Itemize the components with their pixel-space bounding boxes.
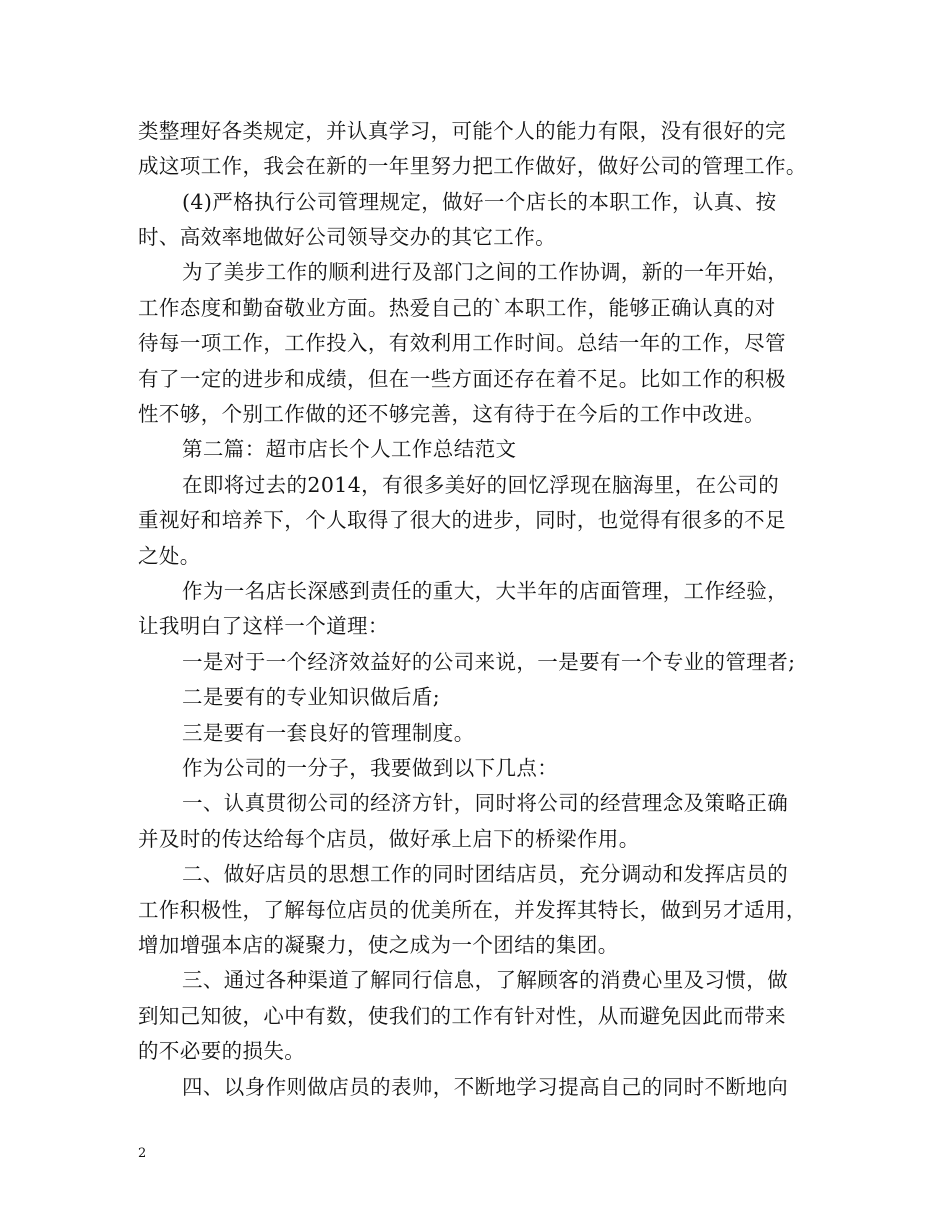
- text-line: 并及时的传达给每个店员，做好承上启下的桥梁作用。: [138, 827, 640, 851]
- text-line: 四、以身作则做店员的表帅，不断地学习提高自己的同时不断地向: [182, 1075, 789, 1099]
- text-line: 一是对于一个经济效益好的公司来说，一是要有一个专业的管理者;: [182, 650, 796, 674]
- text-line: 让我明白了这样一个道理：: [138, 614, 389, 638]
- text-line: 性不够，个别工作做的还不够完善，这有待于在今后的工作中改进。: [138, 402, 765, 426]
- text-line: 增加增强本店的凝聚力，使之成为一个团结的集团。: [138, 933, 619, 957]
- text-line: 的不必要的损失。: [138, 1039, 306, 1063]
- text-line: 作为一名店长深感到责任的重大，大半年的店面管理，工作经验，: [182, 579, 789, 603]
- section-heading: 第二篇：超市店长个人工作总结范文: [182, 437, 517, 461]
- text-line: 待每一项工作，工作投入，有效利用工作时间。总结一年的工作，尽管: [138, 331, 786, 355]
- text-line: 之处。: [138, 544, 201, 568]
- text-line: (4)严格执行公司管理规定，做好一个店长的本职工作，认真、按: [182, 190, 777, 214]
- text-line: 一、认真贯彻公司的经济方针，同时将公司的经营理念及策略正确: [182, 791, 789, 815]
- text-line: 类整理好各类规定，并认真学习，可能个人的能力有限，没有很好的完: [138, 119, 786, 143]
- text-line: 成这项工作，我会在新的一年里努力把工作做好，做好公司的管理工作。: [138, 154, 807, 178]
- text-line: 三是要有一套良好的管理制度。: [182, 721, 475, 745]
- text-line: 作为公司的一分子，我要做到以下几点：: [182, 756, 559, 780]
- text-line: 三、通过各种渠道了解同行信息，了解顾客的消费心里及习惯，做: [182, 968, 789, 992]
- page-number: 2: [138, 1146, 147, 1161]
- text-line: 二是要有的专业知识做后盾;: [182, 685, 441, 709]
- text-line: 重视好和培养下，个人取得了很大的进步，同时，也觉得有很多的不足: [138, 508, 786, 532]
- text-line: 工作态度和勤奋敬业方面。热爱自己的`本职工作，能够正确认真的对: [138, 296, 776, 320]
- text-line: 在即将过去的2014，有很多美好的回忆浮现在脑海里，在公司的: [182, 473, 780, 497]
- text-line: 为了美步工作的顺利进行及部门之间的工作协调，新的一年开始，: [182, 260, 789, 284]
- text-line: 到知己知彼，心中有数，使我们的工作有针对性，从而避免因此而带来: [138, 1004, 786, 1028]
- text-line: 有了一定的进步和成绩，但在一些方面还存在着不足。比如工作的积极: [138, 367, 786, 391]
- text-line: 时、高效率地做好公司领导交办的其它工作。: [138, 225, 556, 249]
- text-line: 二、做好店员的思想工作的同时团结店员，充分调动和发挥店员的: [182, 862, 789, 886]
- text-line: 工作积极性，了解每位店员的优美所在，并发挥其特长，做到另才适用，: [138, 898, 807, 922]
